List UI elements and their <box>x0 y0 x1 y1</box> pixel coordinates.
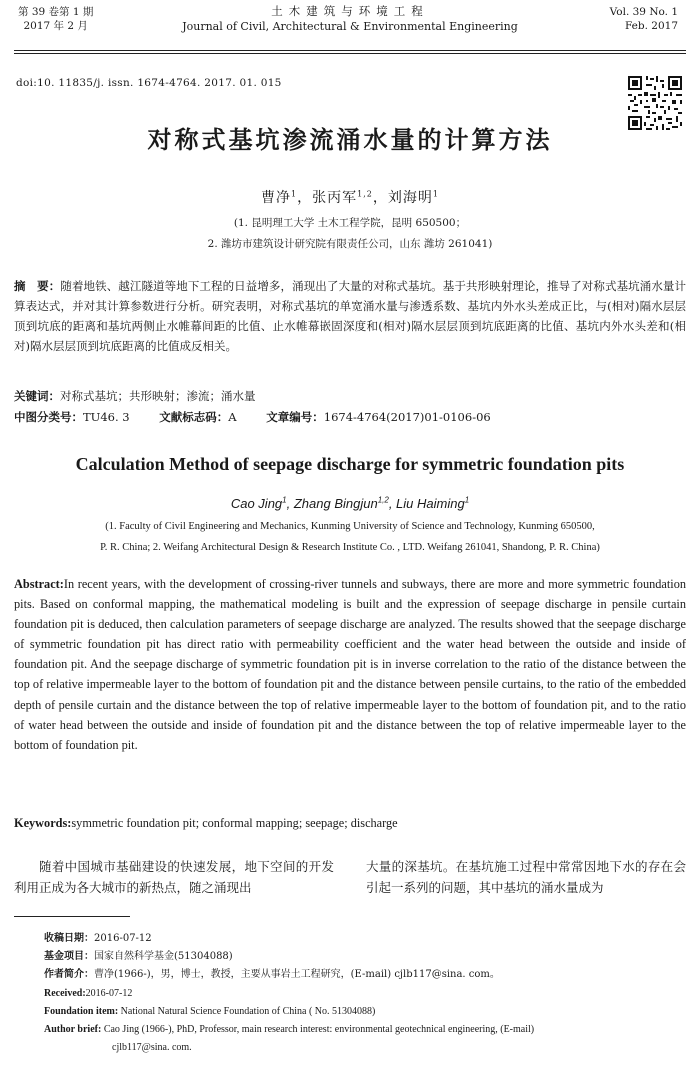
author-sup: 1,2 <box>377 495 389 505</box>
fn-value: 2016-07-12 <box>85 988 133 999</box>
author-sep: , <box>388 496 397 511</box>
footnote-rule <box>14 916 130 917</box>
author-cn: 曹净 <box>261 190 292 206</box>
journal-name-cn: 土木建筑与环境工程 <box>271 4 429 18</box>
fn-value: 国家自然科学基金(51304088) <box>94 951 233 962</box>
header-journal <box>0 4 700 34</box>
classification-row <box>14 409 517 425</box>
footnote-received-en <box>44 987 132 1001</box>
affiliation-en-2: P. R. China; 2. Weifang Architectural Design & Research Institute Co. , LTD. Weifang 261041, Shandong, P. R. China) <box>100 542 600 553</box>
abstract-en-text: In recent years, with the development of crossing-river tunnels and subways, there are more and more symmetric foundation pits. Based on conformal mapping, the mathematical modeling is built and the expression of seepage discharge in pensile curtain foundation pit is deduced, then calculation parameters of seepage discharge are analyzed. The results showed that the seepage discharge of symmetric foundation pit has direct ratio with permeability coefficient and the water head between the outside and inside of foundation pit. And the seepage discharge of symmetric foundation pit is in inverse correlation to the ratio of the distance between the top of relative impermeable layer to the bottom of foundation pit and the distance between pensile curtains, to the ratio of the embedded depth of pensile curtain and the distance between the top of relative impermeable layer to the bottom of foundation pit, and to the ratio of water head between the outside and inside of foundation pit and the distance between the top of relative impermeable layer to the bottom of foundation pit. <box>14 577 686 752</box>
footnote-author-cn <box>44 968 500 982</box>
header-issue-en <box>610 5 678 33</box>
footnote-fund-cn <box>44 950 233 964</box>
affiliation-en-1: (1. Faculty of Civil Engineering and Mechanics, Kunming University of Science and Technology, Kunming 650500, <box>105 521 595 532</box>
keywords-en <box>14 816 398 831</box>
title-cn: 对称式基坑渗流涌水量的计算方法 <box>147 125 553 154</box>
doc-code-value: A <box>228 410 237 424</box>
date-en: Feb. 2017 <box>624 20 678 32</box>
fn-value: National Natural Science Foundation of China ( No. 51304088) <box>120 1006 376 1017</box>
fn-label: 作者简介： <box>44 969 94 980</box>
header-rule-thin <box>14 53 686 54</box>
abstract-cn-text: 随着地铁、越江隧道等地下工程的日益增多，涌现出了大量的对称式基坑。基于共形映射理论，推导了对称式基坑涌水量计算表达式，并对其计算参数进行分析。研究表明，对称式基坑的单宽涌水量与渗透系数、基坑内外水头差成正比，与(相对)隔水层层顶到坑底的距离和基坑两侧止水帷幕间距的比值、止水帷幕嵌固深度和(相对)隔水层层顶到坑底距离的比值、基坑内外水头差和(相对)隔水层层顶到坑底距离的比值成反相关。 <box>14 279 687 353</box>
date-cn: 2017 年 2 月 <box>23 20 88 32</box>
header-rule <box>14 50 686 51</box>
clc-label: 中图分类号： <box>14 410 83 424</box>
author-sep: , <box>286 496 294 511</box>
footnote-fund-en <box>44 1005 375 1019</box>
abstract-cn <box>14 276 686 356</box>
authors-cn <box>0 187 700 207</box>
journal-name-en: Journal of Civil, Architectural & Environmental Engineering <box>182 20 518 33</box>
abstract-cn-label: 摘 要： <box>14 279 61 293</box>
abstract-en <box>14 574 686 755</box>
author-sup: 1 <box>291 189 298 199</box>
fn-label: Received: <box>44 988 86 999</box>
author-sup: 1 <box>432 189 439 199</box>
author-sup: 1,2 <box>357 189 373 199</box>
affiliation-cn-1: (1. 昆明理工大学 土木工程学院，昆明 650500； <box>233 217 467 229</box>
article-no-label: 文章编号： <box>266 410 324 424</box>
title-en: Calculation Method of seepage discharge for symmetric foundation pits <box>75 454 625 474</box>
body-column-right: 大量的深基坑。在基坑施工过程中常常因地下水的存在会引起一系列的问题，其中基坑的涌水量成为 <box>366 859 686 895</box>
fn-label: 收稿日期： <box>44 933 94 944</box>
footnote-received-cn <box>44 932 152 946</box>
fn-label: Author brief: <box>44 1024 102 1035</box>
fn-label: 基金项目： <box>44 951 94 962</box>
fn-value: 曹净(1966-)，男，博士，教授，主要从事岩土工程研究，(E-mail) cjlb117@sina. com。 <box>94 969 500 980</box>
keywords-cn-label: 关键词： <box>14 389 60 403</box>
volume-cn: 第 39 卷第 1 期 <box>18 6 94 18</box>
clc-value: TU46. 3 <box>83 410 130 424</box>
volume-en: Vol. 39 No. 1 <box>609 6 678 18</box>
author-en: Zhang Bingjun <box>293 496 378 511</box>
author-sep: ， <box>372 190 388 206</box>
author-cn: 张丙军 <box>312 190 358 206</box>
author-sep: ， <box>297 190 313 206</box>
keywords-cn-text: 对称式基坑；共形映射；渗流；涌水量 <box>60 389 256 403</box>
doc-code-label: 文献标志码： <box>159 410 229 424</box>
author-cn: 刘海明 <box>387 190 433 206</box>
author-sup: 1 <box>464 495 470 505</box>
doi: doi:10. 11835/j. issn. 1674-4764. 2017. 01. 015 <box>16 77 282 89</box>
author-en: Liu Haiming <box>396 496 465 511</box>
body-column-left: 随着中国城市基础建设的快速发展，地下空间的开发利用正成为各大城市的新热点，随之涌现出 <box>14 859 334 895</box>
fn-label: Foundation item: <box>44 1006 119 1017</box>
author-sup: 1 <box>282 495 287 505</box>
footnote-author-en <box>44 1023 534 1037</box>
fn-value: Cao Jing (1966-), PhD, Professor, main research interest: environmental geotechnical engineering, (E-mail) <box>103 1024 535 1035</box>
article-no-value: 1674-4764(2017)01-0106-06 <box>323 410 491 424</box>
fn-value: 2016-07-12 <box>94 933 152 944</box>
keywords-en-label: Keywords: <box>14 816 72 830</box>
keywords-en-text: symmetric foundation pit; conformal mapping; seepage; discharge <box>71 816 398 830</box>
author-en: Cao Jing <box>230 496 283 511</box>
affiliation-cn-2: 2. 潍坊市建筑设计研究院有限责任公司，山东 潍坊 261041) <box>207 238 493 250</box>
abstract-en-label: Abstract: <box>14 577 64 591</box>
footnote-author-en-cont: cjlb117@sina. com. <box>112 1042 192 1053</box>
authors-en <box>0 496 700 511</box>
keywords-cn <box>14 388 686 404</box>
